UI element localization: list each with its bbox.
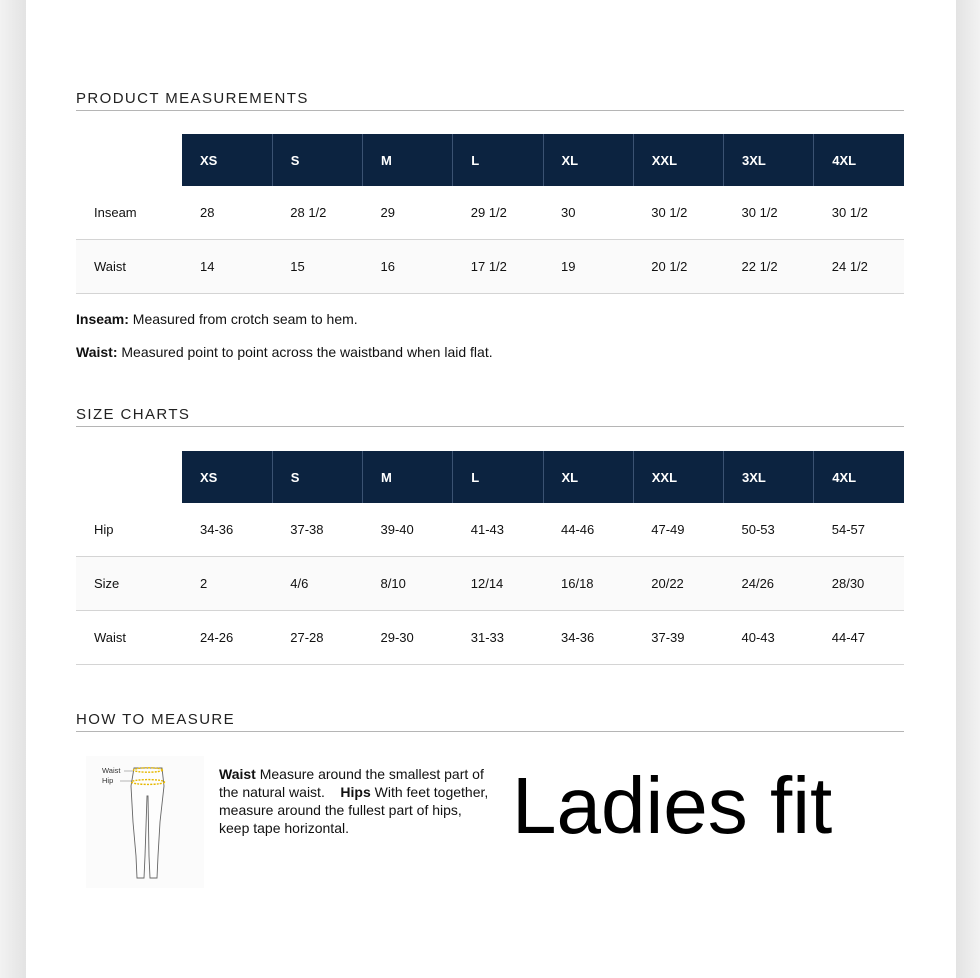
page-shadow-left	[0, 0, 26, 978]
table-cell: 34-36	[543, 611, 633, 665]
table-cell: 2	[182, 557, 272, 611]
row-label: Hip	[76, 503, 182, 557]
table-cell: 37-39	[633, 611, 723, 665]
table-cell: 30	[543, 186, 633, 240]
table-cell: 44-47	[814, 611, 904, 665]
table-cell: 30 1/2	[724, 186, 814, 240]
size-header: L	[453, 451, 543, 503]
table-cell: 4/6	[272, 557, 362, 611]
size-header: XXL	[633, 451, 723, 503]
size-header: XS	[182, 134, 272, 186]
table-row	[76, 240, 904, 294]
table-cell: 27-28	[272, 611, 362, 665]
table-cell: 20/22	[633, 557, 723, 611]
table-cell: 30 1/2	[814, 186, 904, 240]
size-header: XL	[543, 451, 633, 503]
fit-label: Ladies fit	[512, 761, 833, 850]
size-header: XXL	[633, 134, 723, 186]
hips-measure-term: Hips	[340, 784, 371, 800]
size-header: 4XL	[814, 134, 904, 186]
table-cell: 16/18	[543, 557, 633, 611]
inseam-note	[76, 311, 358, 327]
figure-waist-label: Waist	[102, 766, 121, 775]
table-cell: 14	[182, 240, 272, 294]
table-cell: 24-26	[182, 611, 272, 665]
table-header-row	[76, 134, 904, 186]
table-cell: 44-46	[543, 503, 633, 557]
table-cell: 29	[363, 186, 453, 240]
size-charts-title: SIZE CHARTS	[76, 406, 904, 427]
row-label: Waist	[76, 611, 182, 665]
size-charts-table	[76, 451, 904, 665]
waist-note	[76, 344, 493, 360]
table-cell: 28 1/2	[272, 186, 362, 240]
table-cell: 47-49	[633, 503, 723, 557]
table-cell: 12/14	[453, 557, 543, 611]
table-cell: 37-38	[272, 503, 362, 557]
how-to-measure-text	[219, 765, 489, 837]
row-label: Inseam	[76, 186, 182, 240]
figure-hip-label: Hip	[102, 776, 114, 785]
table-cell: 54-57	[814, 503, 904, 557]
table-cell: 28	[182, 186, 272, 240]
size-header: S	[272, 451, 362, 503]
product-measurements-title: PRODUCT MEASUREMENTS	[76, 90, 904, 111]
row-label: Waist	[76, 240, 182, 294]
table-row	[76, 186, 904, 240]
table-cell: 39-40	[363, 503, 453, 557]
leggings-figure-svg	[86, 756, 204, 888]
table-cell: 29-30	[363, 611, 453, 665]
waist-note-text: Measured point to point across the waistband when laid flat.	[117, 344, 493, 360]
size-header: 3XL	[724, 451, 814, 503]
waist-measure-text: Measure around the smallest part of the natural waist.	[219, 766, 484, 800]
table-cell: 28/30	[814, 557, 904, 611]
header-corner	[76, 134, 182, 186]
waist-note-term: Waist:	[76, 344, 118, 360]
size-header: XL	[543, 134, 633, 186]
size-header: M	[363, 451, 453, 503]
table-cell: 41-43	[453, 503, 543, 557]
table-cell: 24/26	[724, 557, 814, 611]
table-cell: 15	[272, 240, 362, 294]
size-header: M	[363, 134, 453, 186]
size-header: S	[272, 134, 362, 186]
table-cell: 24 1/2	[814, 240, 904, 294]
table-cell: 20 1/2	[633, 240, 723, 294]
table-cell: 22 1/2	[724, 240, 814, 294]
table-row	[76, 557, 904, 611]
table-cell: 50-53	[724, 503, 814, 557]
row-label: Size	[76, 557, 182, 611]
table-row	[76, 611, 904, 665]
table-cell: 17 1/2	[453, 240, 543, 294]
table-cell: 16	[363, 240, 453, 294]
table-cell: 19	[543, 240, 633, 294]
hips-measure-text: With feet together, measure around the fullest part of hips, keep tape horizontal.	[219, 784, 489, 836]
page-shadow-right	[956, 0, 980, 978]
leggings-measure-illustration	[86, 756, 204, 888]
how-to-measure-title: HOW TO MEASURE	[76, 711, 904, 732]
waist-measure-term: Waist	[219, 766, 256, 782]
size-header: 3XL	[724, 134, 814, 186]
header-corner	[76, 451, 182, 503]
table-cell: 8/10	[363, 557, 453, 611]
inseam-note-term: Inseam:	[76, 311, 129, 327]
product-measurements-table	[76, 134, 904, 294]
size-header: L	[453, 134, 543, 186]
table-cell: 30 1/2	[633, 186, 723, 240]
table-cell: 29 1/2	[453, 186, 543, 240]
table-header-row	[76, 451, 904, 503]
size-header: 4XL	[814, 451, 904, 503]
table-row	[76, 503, 904, 557]
size-header: XS	[182, 451, 272, 503]
table-cell: 31-33	[453, 611, 543, 665]
inseam-note-text: Measured from crotch seam to hem.	[128, 311, 358, 327]
table-cell: 34-36	[182, 503, 272, 557]
table-cell: 40-43	[724, 611, 814, 665]
